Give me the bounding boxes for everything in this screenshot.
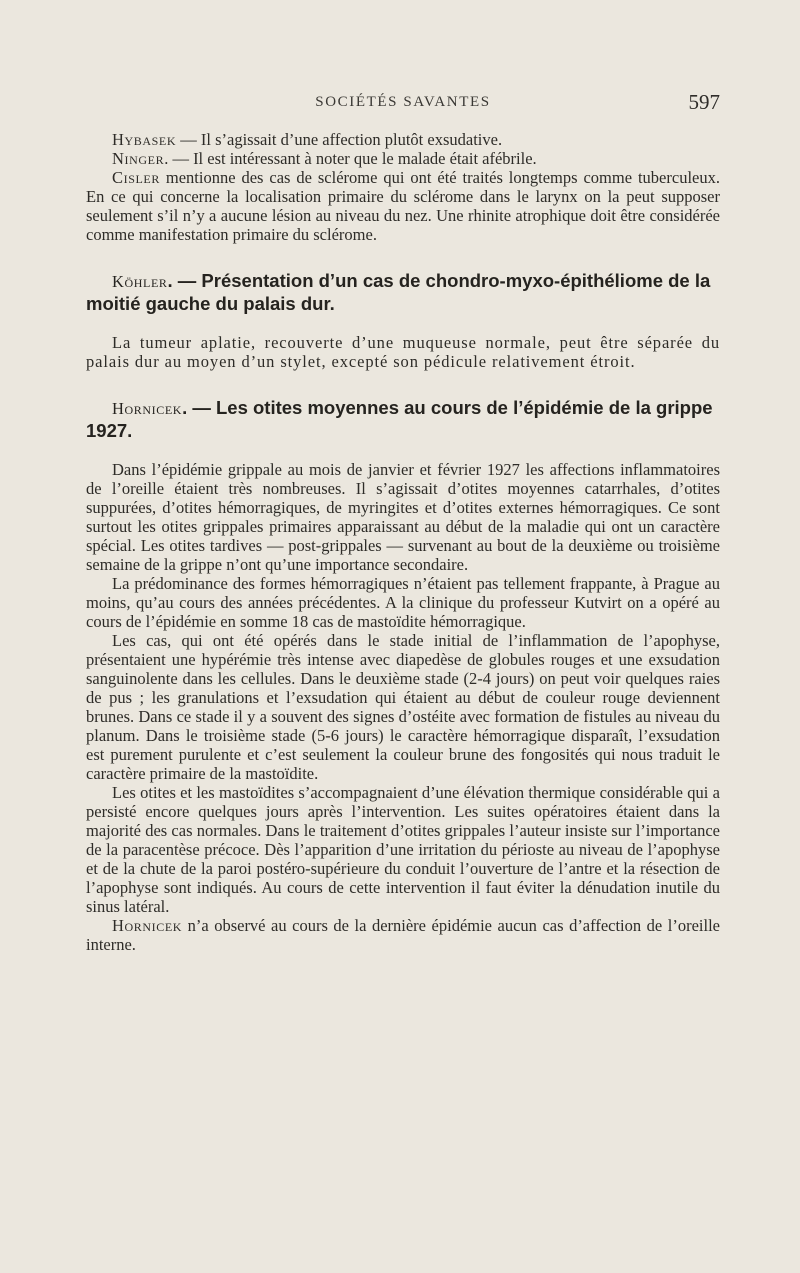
page-header xyxy=(86,92,720,118)
speaker-name: Cisler xyxy=(112,168,160,187)
section-heading-hornicek xyxy=(86,397,720,442)
running-title: SOCIÉTÉS SAVANTES xyxy=(315,94,491,110)
speaker-name: Hybasek xyxy=(112,130,177,149)
article-body xyxy=(86,130,720,954)
speaker-name: Ninger xyxy=(112,149,165,168)
page-number: 597 xyxy=(688,90,720,114)
section-heading-kohler xyxy=(86,270,720,315)
body-paragraph: Dans l’épidémie grippale au mois de janvier et février 1927 les affections inflammatoires de l’oreille étaient très nombreuses. Il s’agissait d’otites moyennes catarrhales, d’otites suppurées, d’otites hémorragiques, de myringites et d’otites externes hémorragiques. Ce sont surtout les otites grippales primaires apparaissant au début de la maladie qui ont un caractère spécial. Les otites tardives — post-grippales — survenant au bout de la deuxième ou troisième semaine de la grippe n’ont qu’une importance secondaire. xyxy=(86,460,720,574)
section-title: . — Les otites moyennes au cours de l’épidémie de la grippe 1927. xyxy=(86,397,713,441)
author-name: Köhler xyxy=(112,272,168,291)
discussion-cisler xyxy=(86,168,720,244)
remark-text: . — Il est intéressant à noter que le malade était afébrile. xyxy=(164,149,537,168)
body-paragraph: La prédominance des formes hémorragiques n’étaient pas tellement frappante, à Prague au moins, qu’au cours des années précédentes. A la clinique du professeur Kutvirt on a opéré au cours de l’épidémie en somme 18 cas de mastoïdite hémorragique. xyxy=(86,574,720,631)
body-paragraph: Les cas, qui ont été opérés dans le stade initial de l’inflammation de l’apophyse, présentaient une hypérémie très intense avec diapedèse de globules rouges et une exsudation sanguinolente dans les cellules. Dans le deuxième stade (2-4 jours) on peut voir quelques raies de pus ; les granulations et l’exsudation qui étaient au début de couleur rouge deviennent brunes. Dans ce stade il y a souvent des signes d’ostéite avec formation de fistules au niveau du planum. Dans le troisième stade (5-6 jours) le caractère hémorragique disparaît, l’exsudation est purement purulente et c’est seulement la couleur brune des fongosités qui nous traduit le caractère primaire de la mastoïdite. xyxy=(86,631,720,783)
remark-text: n’a observé au cours de la dernière épidémie aucun cas d’affection de l’oreille interne. xyxy=(86,916,720,954)
body-paragraph: Les otites et les mastoïdites s’accompagnaient d’une élévation thermique considérable qui a persisté encore quelques jours après l’intervention. Les suites opératoires étaient dans la majorité des cas normales. Dans le traitement d’otites grippales l’auteur insiste sur l’importance de la paracentèse précoce. Dès l’apparition d’une irritation du périoste au niveau de l’apophyse et de la chute de la paroi postéro-supérieure du conduit l’ouverture de l’antre et la résection de l’apophyse sont indiqués. Au cours de cette intervention il faut éviter la dénudation inutile du sinus latéral. xyxy=(86,783,720,916)
discussion-ninger xyxy=(86,149,720,168)
body-paragraph: La tumeur aplatie, recouverte d’une muqueuse normale, peut être séparée du palais dur au moyen d’un stylet, excepté son pédicule relativement étroit. xyxy=(86,333,720,371)
author-name: Hornicek xyxy=(112,399,183,418)
discussion-hybasek xyxy=(86,130,720,149)
remark-text: mentionne des cas de sclérome qui ont été traités longtemps comme tuberculeux. En ce qui concerne la localisation primaire du sclérome dans le larynx on la peut supposer seulement s’il n’y a aucune lésion au niveau du nez. Une rhinite atrophique doit être considérée comme manifestation primaire du sclérome. xyxy=(86,168,720,244)
closing-remark xyxy=(86,916,720,954)
section-title: . — Présentation d’un cas de chondro-myxo-épithéliome de la moitié gauche du palais dur. xyxy=(86,270,711,314)
speaker-name: Hornicek xyxy=(112,916,183,935)
remark-text: — Il s’agissait d’une affection plutôt exsudative. xyxy=(176,130,503,149)
